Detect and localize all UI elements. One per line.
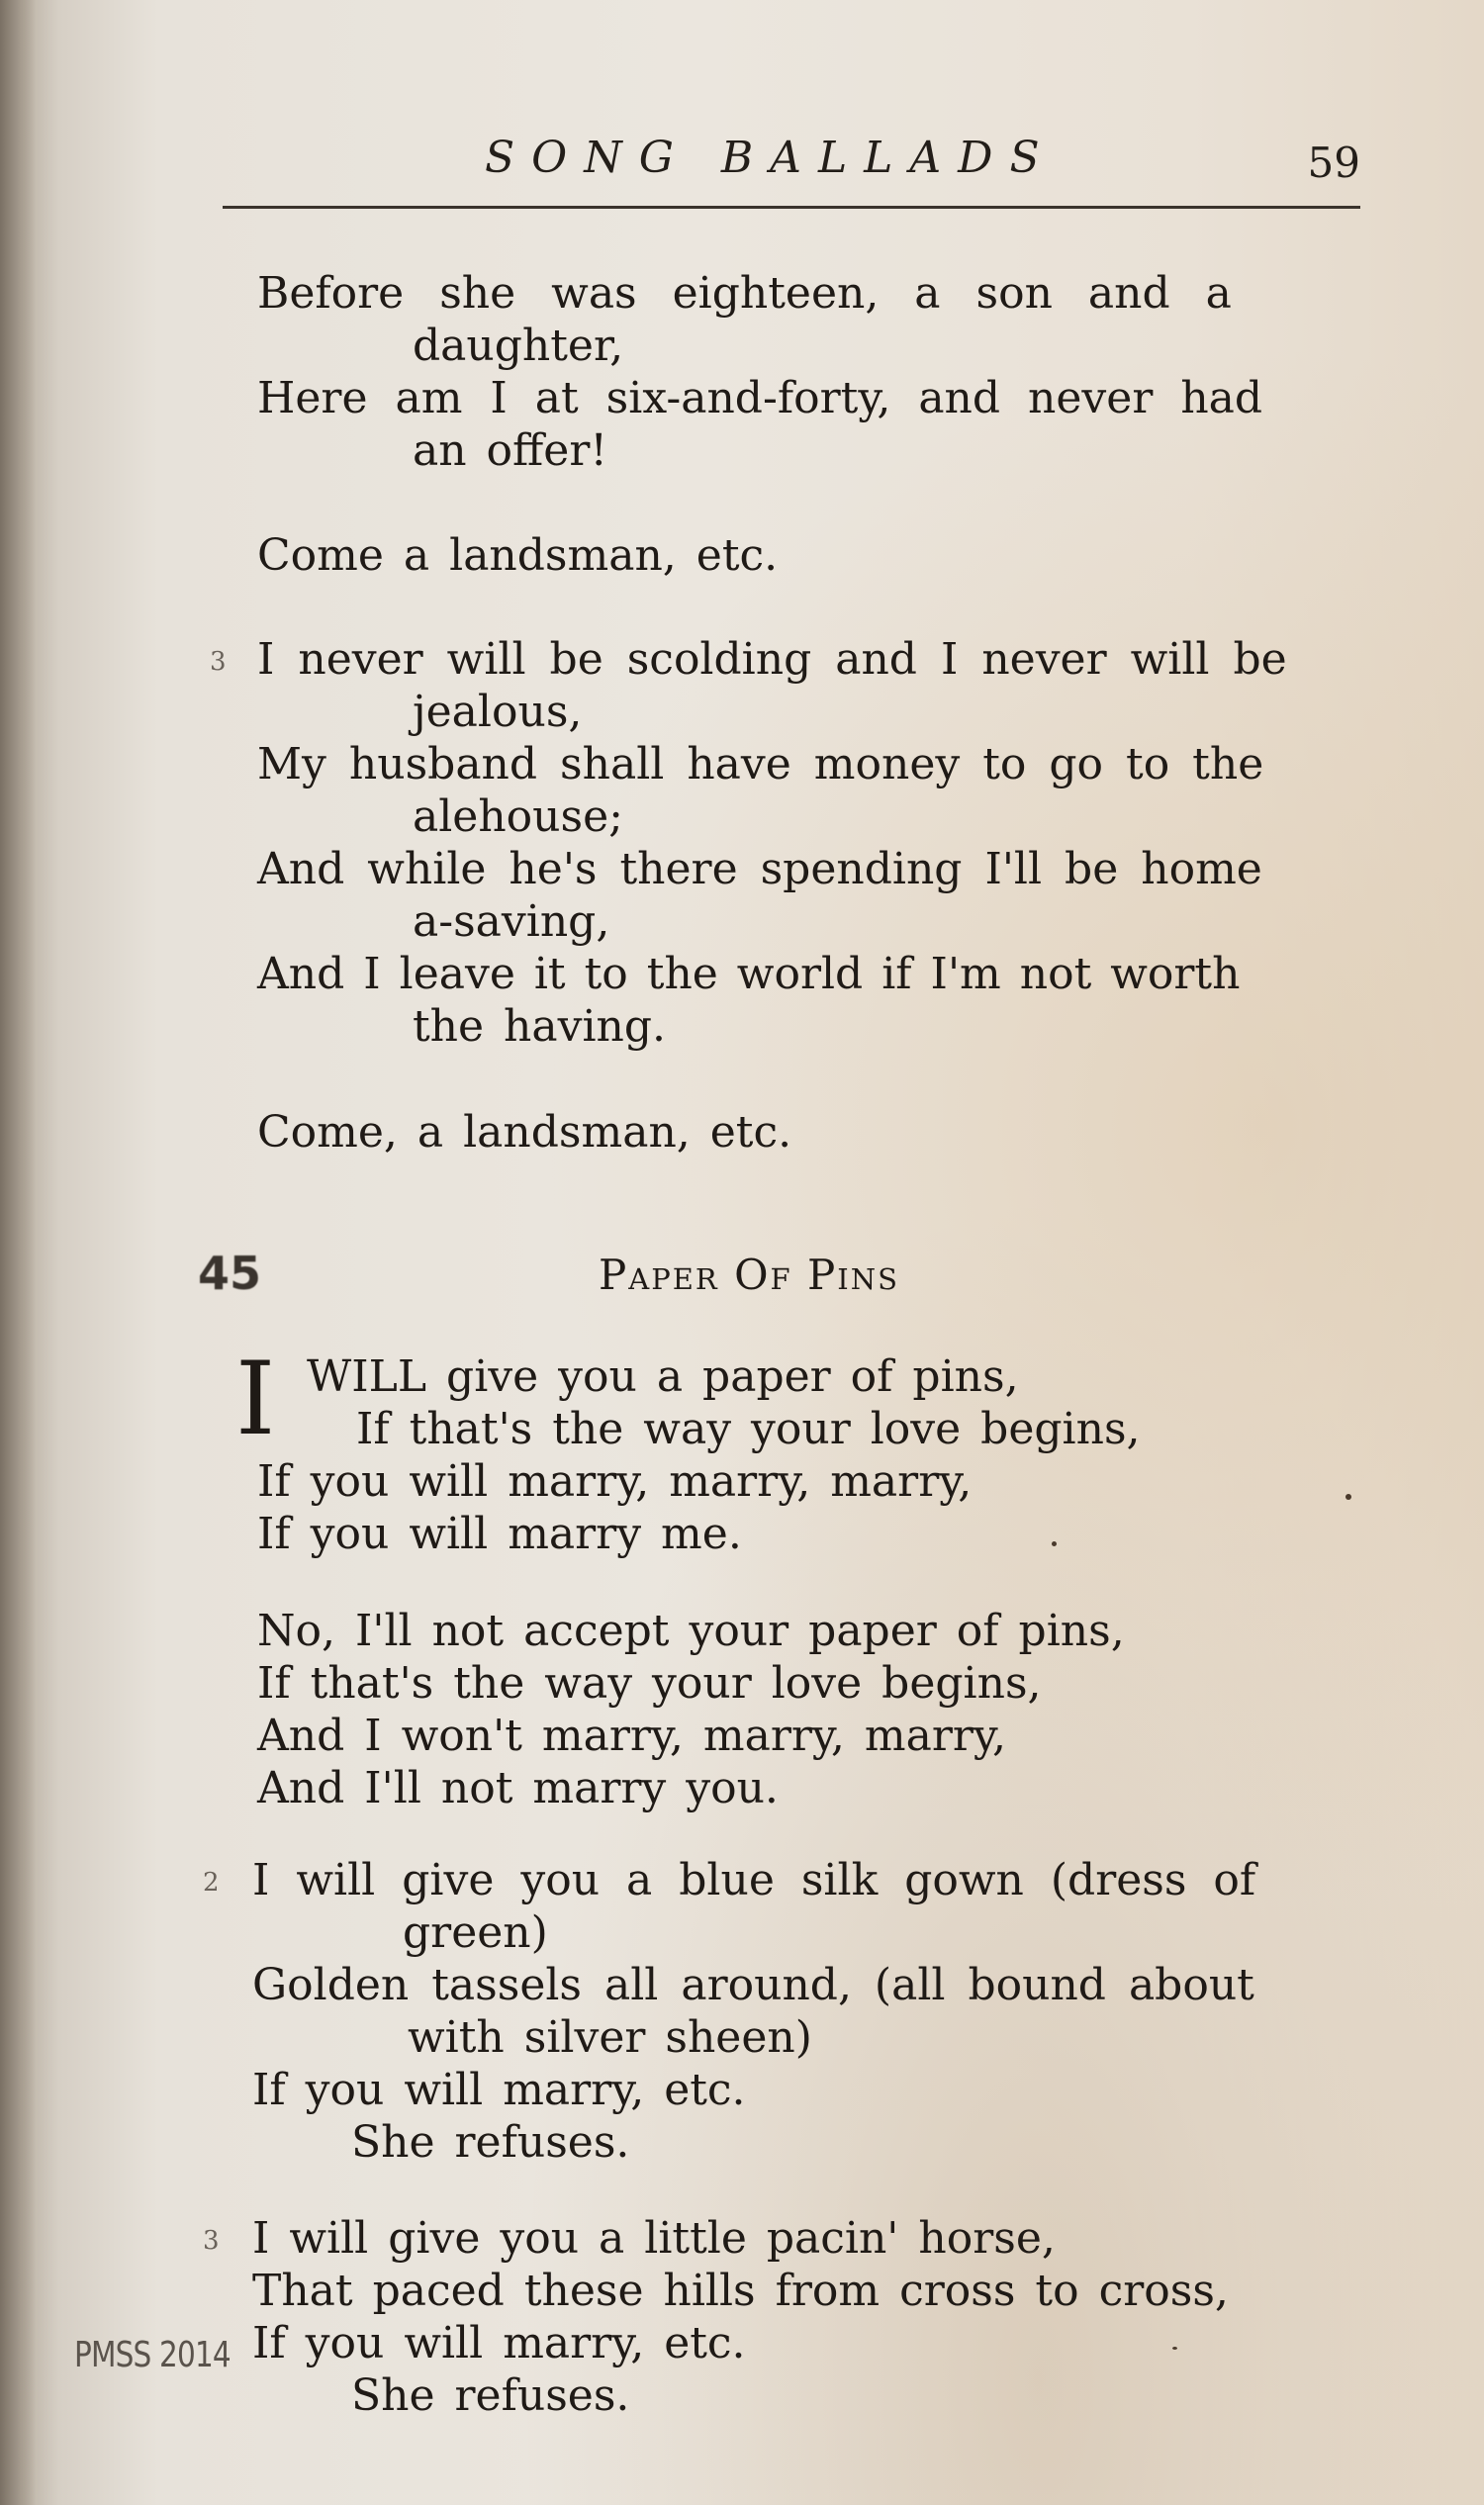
verse-line: She refuses.: [351, 2370, 630, 2421]
verse-line: If that's the way your love begins,: [356, 1404, 1141, 1454]
verse-line: an offer!: [413, 425, 608, 476]
prev-song-stanza-3: [257, 633, 1365, 1053]
verse-line: Golden tassels all around, (all bound about: [252, 1960, 1254, 2010]
chorus: [257, 529, 1365, 582]
ballad-title: Paper Of Pins: [599, 1251, 899, 1299]
drop-cap: I: [235, 1341, 276, 1458]
verse-line: Here am I at six-and-forty, and never had: [257, 373, 1263, 423]
verse-line: And I'll not marry you.: [257, 1763, 779, 1813]
verse-line: If that's the way your love begins,: [257, 1658, 1042, 1709]
verse-line: If you will marry me.: [257, 1509, 742, 1559]
verse-line: with silver sheen): [408, 2012, 812, 2063]
chorus: [257, 1106, 1365, 1159]
chorus-line: Come, a landsman, etc.: [257, 1107, 792, 1158]
ink-speck: [1172, 2347, 1177, 2350]
ballad-stanza-4: [252, 2212, 1360, 2422]
verse-line: daughter,: [413, 321, 624, 371]
verse-line: That paced these hills from cross to cross,: [252, 2266, 1229, 2316]
verse-line: I never will be scolding and I never will be: [257, 634, 1287, 685]
stanza-number: 3: [203, 2226, 220, 2256]
ballad-header: [198, 1247, 1286, 1306]
verse-line: No, I'll not accept your paper of pins,: [257, 1606, 1125, 1656]
ink-speck: [1345, 1494, 1351, 1500]
page-header: [223, 125, 1370, 204]
ballad-stanza-1-rest: [257, 1455, 1365, 1560]
verse-line: green): [403, 1907, 548, 1958]
verse-line: WILL give you a paper of pins,: [307, 1351, 1019, 1402]
prev-song-stanza: [257, 267, 1365, 477]
verse-line: a-saving,: [413, 896, 610, 947]
ballad-stanza-3: [252, 1854, 1360, 2169]
ballad-stanza-1-first: [307, 1350, 1415, 1455]
verse-line: I will give you a blue silk gown (dress of: [252, 1855, 1256, 1905]
stanza-number: 2: [203, 1868, 220, 1898]
ballad-number: 45: [198, 1247, 262, 1300]
ink-speck: [1052, 1541, 1057, 1546]
verse-line: the having.: [413, 1001, 667, 1052]
verse-line: And while he's there spending I'll be home: [257, 844, 1262, 894]
verse-line: And I leave it to the world if I'm not worth: [257, 949, 1241, 999]
archive-watermark: PMSS 2014: [74, 2335, 231, 2375]
verse-line: If you will marry, marry, marry,: [257, 1456, 973, 1507]
verse-line: jealous,: [413, 687, 583, 737]
verse-line: [257, 267, 1360, 320]
verse-text: Before she was eighteen, a son and a: [257, 268, 1232, 319]
verse-line: I will give you a little pacin' horse,: [252, 2213, 1056, 2264]
page-gutter: [0, 0, 36, 2505]
verse-line: She refuses.: [351, 2117, 630, 2168]
verse-line: alehouse;: [413, 791, 623, 842]
verse-line: And I won't marry, marry, marry,: [257, 1711, 1006, 1761]
page-number: 59: [1307, 139, 1360, 187]
stanza-number: 3: [210, 647, 227, 677]
running-title: SONG BALLADS: [485, 133, 1057, 183]
chorus-line: Come a landsman, etc.: [257, 530, 779, 581]
header-rule: [223, 206, 1360, 209]
verse-line: If you will marry, etc.: [252, 2065, 746, 2115]
verse-line: My husband shall have money to go to the: [257, 739, 1264, 789]
ballad-stanza-2: [257, 1605, 1365, 1814]
verse-line: If you will marry, etc.: [252, 2318, 746, 2368]
